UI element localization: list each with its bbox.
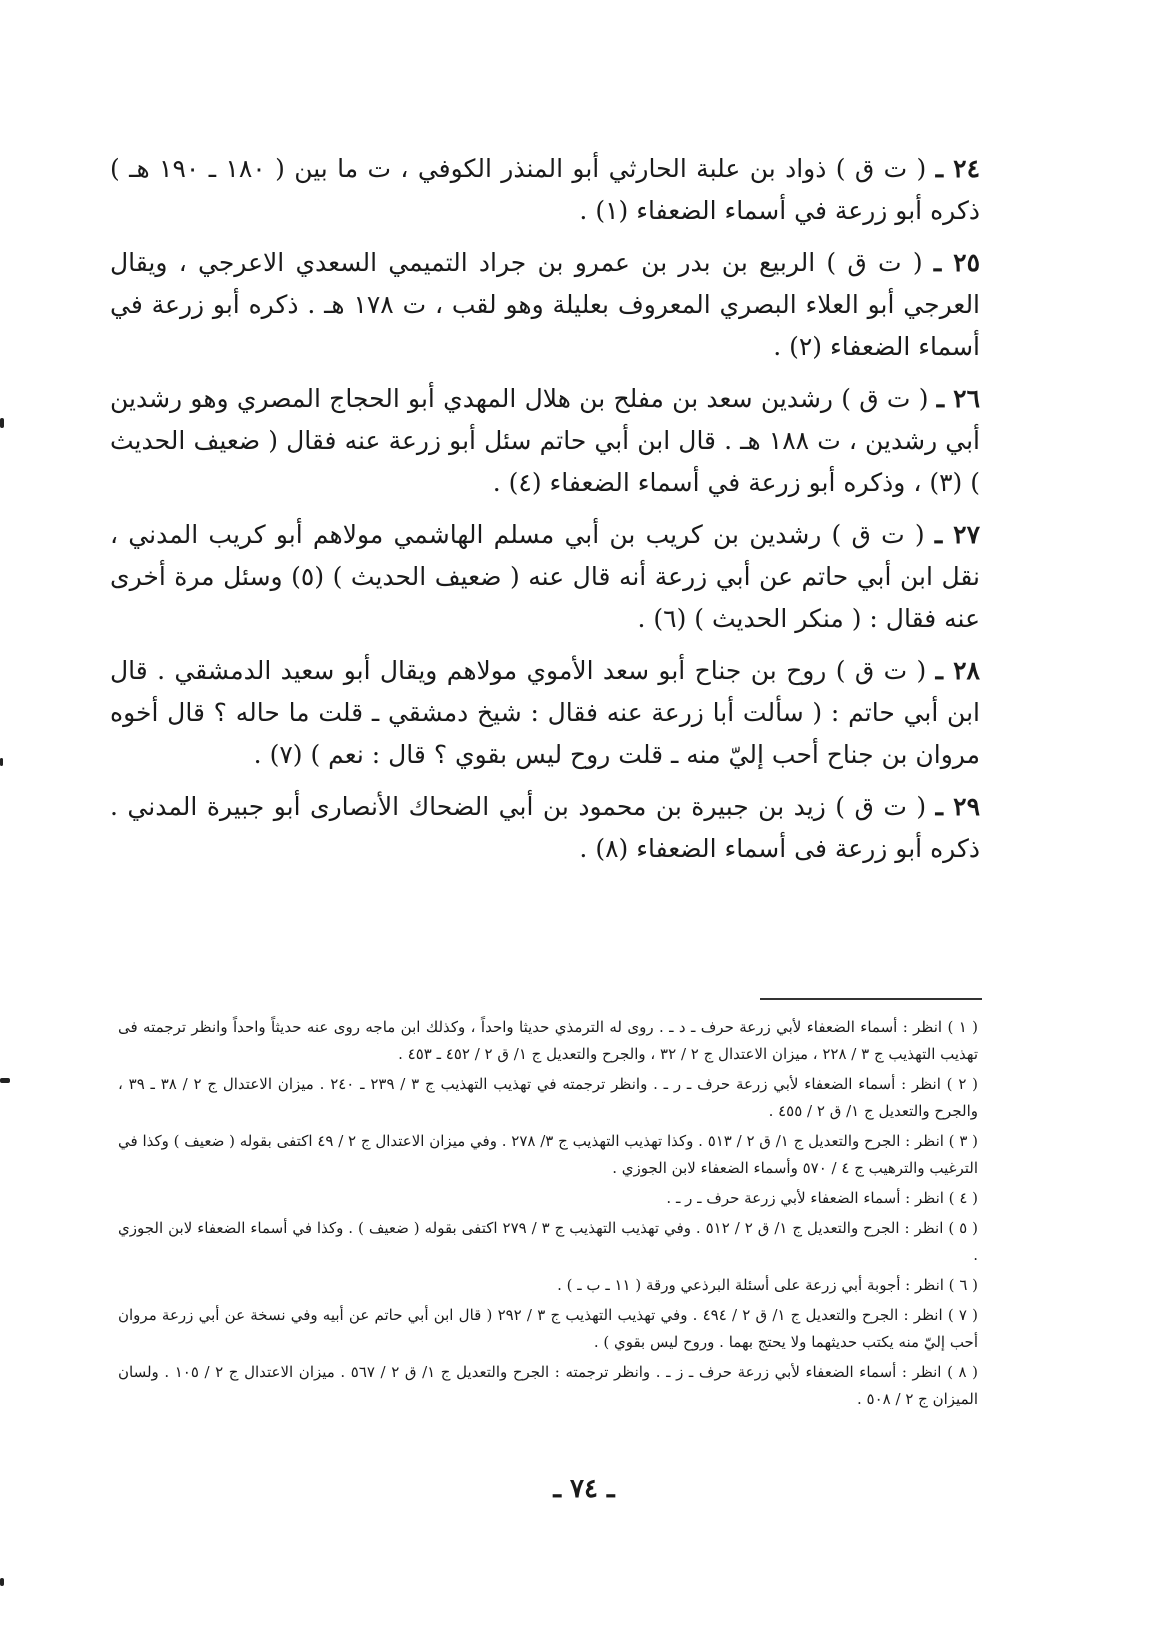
entry-number: ٢٧ ـ <box>934 520 980 549</box>
entry-26 <box>110 378 980 504</box>
entry-number: ٢٥ ـ <box>933 248 981 277</box>
entry-25 <box>110 242 980 368</box>
footnote-2: ( ٢ ) انظر : أسماء الضعفاء لأبي زرعة حرف ـ ر ـ . وانظر ترجمته في تهذيب التهذيب ج ٣ / ٢٣٩ ـ ٢٤٠ . ميزان الاعتدال ج ٢ / ٣٨ ـ ٣٩ ، والجرح والتعديل ج ١/ ق ٢ / ٤٥٥ . <box>118 1075 979 1120</box>
entry-28 <box>110 650 980 776</box>
entry-27 <box>110 514 980 640</box>
entry-text: ( ت ق ) روح بن جناح أبو سعد الأموي مولاهم ويقال أبو سعيد الدمشقي . قال ابن أبي حاتم : ( سألت أبا زرعة عنه فقال : شيخ دمشقي ـ قلت ما حاله ؟ قال أخوه مروان بن جناح أحب إليّ منه ـ قلت روح ليس بقوي ؟ قال : نعم ) (٧) . <box>110 656 980 769</box>
footnote-1: ( ١ ) انظر : أسماء الضعفاء لأبي زرعة حرف ـ د ـ . روى له الترمذي حديثا واحداً ، وكذلك ابن ماجه روى عنه حديثاً واحداً وانظر ترجمته فى تهذيب التهذيب ج ٣ / ٢٢٨ ، ميزان الاعتدال ج ٢ / ٣٢ ، والجرح والتعديل ج ١/ ق ٢ / ٤٥٢ ـ ٤٥٣ . <box>118 1018 979 1063</box>
footnote-5: ( ٥ ) انظر : الجرح والتعديل ج ١/ ق ٢ / ٥١٢ . وفي تهذيب التهذيب ج ٣ / ٢٧٩ اكتفى بقوله ( ضعيف ) . وكذا في أسماء الضعفاء لابن الجوزي . <box>118 1219 979 1264</box>
entry-24 <box>110 148 980 232</box>
entry-text: ( ت ق ) الربيع بن بدر بن عمرو بن جراد التميمي السعدي الاعرجي ، ويقال العرجي أبو العلاء البصري المعروف بعليلة وهو لقب ، ت ١٧٨ هـ . ذكره أبو زرعة في أسماء الضعفاء (٢) . <box>110 248 981 361</box>
page-number: ـ ٧٤ ـ <box>553 1474 615 1504</box>
entry-29 <box>110 786 980 870</box>
entry-number: ٢٦ ـ <box>936 384 980 413</box>
main-text <box>110 148 980 880</box>
footnote-divider <box>760 998 982 1000</box>
entry-number: ٢٤ ـ <box>935 154 981 183</box>
footnote-3: ( ٣ ) انظر : الجرح والتعديل ج ١/ ق ٢ / ٥١٣ . وكذا تهذيب التهذيب ج ٣/ ٢٧٨ . وفي ميزان الاعتدال ج ٢ / ٤٩ اكتفى بقوله ( ضعيف ) وكذا في الترغيب والترهيب ج ٤ / ٥٧٠ وأسماء الضعفاء لابن الجوزي . <box>118 1132 979 1177</box>
footnote-8: ( ٨ ) انظر : أسماء الضعفاء لأبي زرعة حرف ـ ز ـ . وانظر ترجمته : الجرح والتعديل ج ١/ ق ٢ / ٥٦٧ . ميزان الاعتدال ج ٢ / ١٠٥ . ولسان الميزان ج ٢ / ٥٠٨ . <box>118 1363 979 1408</box>
footnote-6: ( ٦ ) انظر : أجوبة أبي زرعة على أسئلة البرذعي ورقة ( ١١ ـ ب ـ ) . <box>557 1276 978 1294</box>
entry-text: ( ت ق ) رشدين سعد بن مفلح بن هلال المهدي أبو الحجاج المصري وهو رشدين أبي رشدين ، ت ١٨٨ هـ . قال ابن أبي حاتم سئل أبو زرعة عنه فقال ( ضعيف الحديث ) (٣) ، وذكره أبو زرعة في أسماء الضعفاء (٤) . <box>110 384 981 497</box>
entry-text: ( ت ق ) ذواد بن علبة الحارثي أبو المنذر الكوفي ، ت ما بين ( ١٨٠ ـ ١٩٠ هـ ) ذكره أبو زرعة في أسماء الضعفاء (١) . <box>110 154 980 225</box>
entry-number: ٢٨ ـ <box>935 656 980 685</box>
entry-text: ( ت ق ) رشدين بن كريب بن أبي مسلم الهاشمي مولاهم أبو كريب المدني ، نقل ابن أبي حاتم عن أبي زرعة أنه قال عنه ( ضعيف الحديث ) (٥) وسئل مرة أخرى عنه فقال : ( منكر الحديث ) (٦) . <box>110 520 980 633</box>
footnote-4: ( ٤ ) انظر : أسماء الضعفاء لأبي زرعة حرف ـ ر ـ . <box>666 1189 978 1207</box>
footnote-7: ( ٧ ) انظر : الجرح والتعديل ج ١/ ق ٢ / ٤٩٤ . وفي تهذيب التهذيب ج ٣ / ٢٩٢ ( قال ابن أبي حاتم عن أبيه وفي نسخة عن أبي زرعة مروان أحب إليّ منه يكتب حديثهما ولا يحتج بهما . وروح ليس بقوي ) . <box>118 1306 979 1351</box>
entries-list <box>110 148 980 870</box>
scan-edge-mark <box>0 418 4 428</box>
scan-edge-mark <box>0 1078 10 1083</box>
scan-edge-mark <box>0 758 3 766</box>
footnotes <box>118 1014 978 1416</box>
scan-edge-mark <box>0 1578 4 1586</box>
entry-number: ٢٩ ـ <box>935 792 981 821</box>
entry-text: ( ت ق ) زيد بن جبيرة بن محمود بن أبي الضحاك الأنصارى أبو جبيرة المدني . ذكره أبو زرعة فى أسماء الضعفاء (٨) . <box>110 792 980 863</box>
